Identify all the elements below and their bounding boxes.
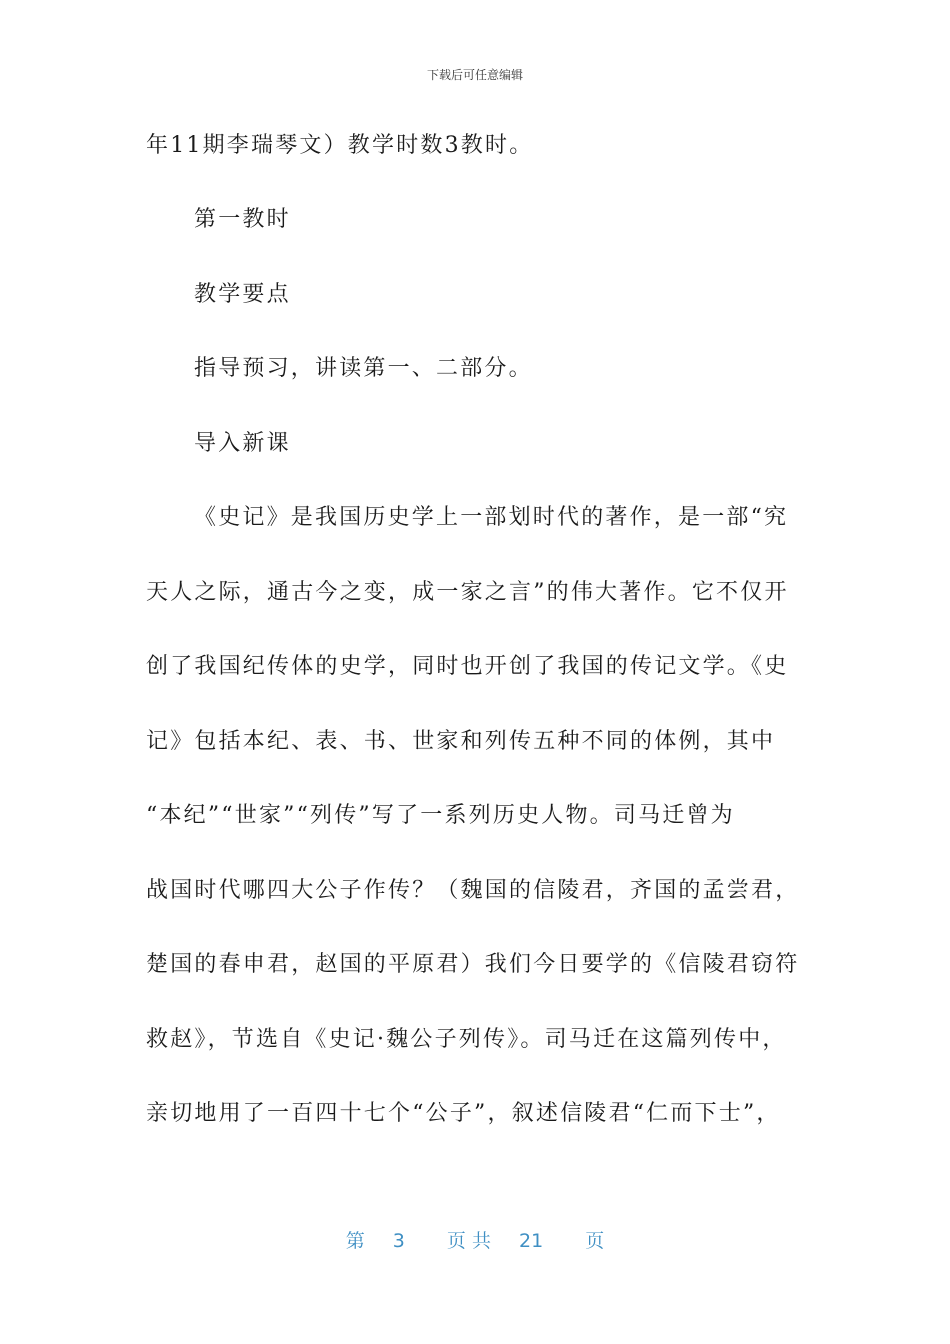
current-page-number: 3 (392, 1230, 405, 1252)
text-line: 记》包括本纪、表、书、世家和列传五种不同的体例，其中 (146, 729, 776, 754)
footer-middle: 页 共 (446, 1230, 491, 1252)
text-line: 年11期李瑞琴文）教学时数3教时。 (146, 133, 534, 158)
text-line: 创了我国纪传体的史学，同时也开创了我国的传记文学。《史 (146, 654, 789, 679)
footer-suffix: 页 (585, 1230, 605, 1252)
text-line: 亲切地用了一百四十七个“公子”，叙述信陵君“仁而下士”， (146, 1101, 781, 1126)
section-heading: 教学要点 (194, 282, 291, 307)
text-line: 楚国的春申君，赵国的平原君）我们今日要学的《信陵君窃符 (146, 952, 800, 977)
section-heading: 第一教时 (194, 207, 291, 232)
footer-prefix: 第 (345, 1230, 365, 1252)
total-pages-number: 21 (519, 1230, 544, 1252)
page-footer (0, 1226, 950, 1253)
text-line: “本纪”“世家”“列传”写了一系列历史人物。司马迁曾为 (146, 803, 735, 828)
text-line: 天人之际，通古今之变，成一家之言”的伟大著作。它不仅开 (146, 580, 789, 605)
header-note: 下载后可任意编辑 (426, 68, 523, 82)
text-line: 战国时代哪四大公子作传？（魏国的信陵君，齐国的孟尝君， (146, 878, 800, 903)
section-heading: 导入新课 (194, 431, 291, 456)
text-line: 救赵》，节选自《史记·魏公子列传》。司马迁在这篇列传中， (146, 1027, 787, 1052)
text-line: 指导预习，讲读第一、二部分。 (194, 356, 533, 381)
paragraph-first-line: 《史记》是我国历史学上一部划时代的著作，是一部“究 (194, 505, 789, 530)
